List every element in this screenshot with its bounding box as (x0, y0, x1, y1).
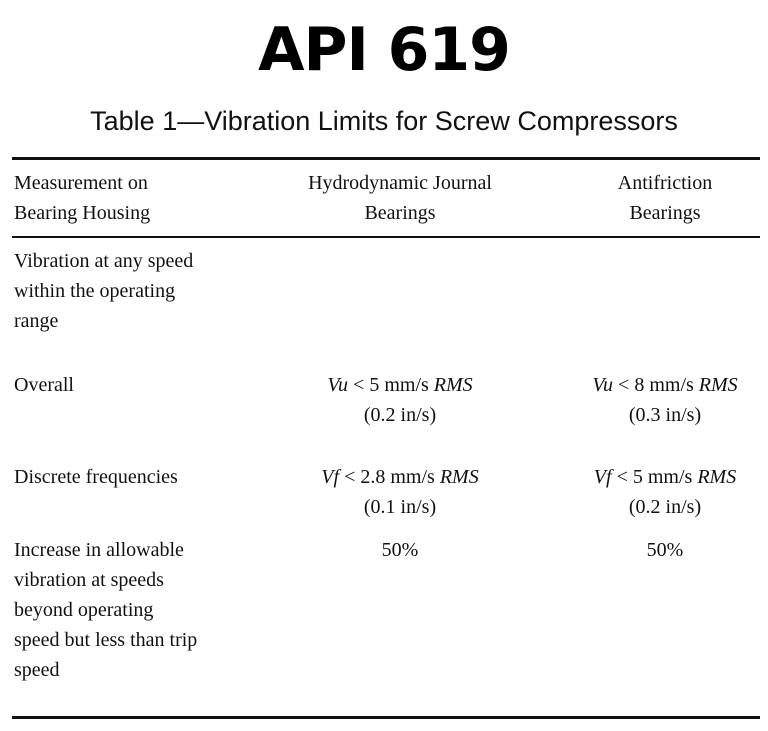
cell-discrete-hydrodynamic (265, 462, 535, 522)
row-label-line: within the operating (14, 280, 176, 302)
header-hydrodynamic (265, 168, 535, 228)
cell-overall-hydrodynamic (265, 370, 535, 430)
row-label-line: Vibration at any speed (14, 250, 194, 272)
row-label-line: Overall (14, 374, 74, 396)
table-top-rule (12, 157, 760, 160)
limit-expression: < 8 mm/s (613, 374, 699, 396)
header-antifriction-line: Bearings (629, 202, 701, 224)
limit-expression: < 5 mm/s (611, 466, 698, 488)
row-label-line: Increase in allowable (14, 539, 184, 561)
table-caption: Table 1—Vibration Limits for Screw Compressors (90, 106, 678, 136)
percent-value: 50% (381, 539, 419, 561)
rms-unit: RMS (433, 374, 473, 396)
cell-overall-antifriction (560, 370, 768, 430)
rms-unit: RMS (439, 466, 479, 488)
header-hydrodynamic-line: Hydrodynamic Journal (308, 172, 492, 194)
limit-expression: < 5 mm/s (348, 374, 434, 396)
rms-unit: RMS (697, 466, 737, 488)
rms-unit: RMS (698, 374, 738, 396)
table-header-rule (12, 236, 760, 238)
cell-increase-antifriction (560, 535, 768, 565)
header-hydrodynamic-line: Bearings (364, 202, 436, 224)
header-antifriction-line: Antifriction (617, 172, 713, 194)
row-label-line: speed but less than trip (14, 629, 198, 651)
table-bottom-rule (12, 716, 760, 719)
header-antifriction (560, 168, 768, 228)
limit-value (560, 462, 768, 492)
row-label-line: range (14, 310, 59, 332)
cell-increase-hydrodynamic (265, 535, 535, 565)
header-measurement (14, 168, 254, 228)
imperial-value: (0.3 in/s) (628, 404, 702, 426)
row-label-overall (14, 370, 254, 400)
limit-value (560, 370, 768, 400)
velocity-symbol: Vf (321, 466, 340, 488)
document-title: API 619 (258, 15, 510, 85)
velocity-symbol: Vf (593, 466, 612, 488)
header-measurement-line: Bearing Housing (14, 202, 151, 224)
row-label-line: Discrete frequencies (14, 466, 178, 488)
cell-discrete-antifriction (560, 462, 768, 522)
header-measurement-line: Measurement on (14, 172, 148, 194)
imperial-value: (0.2 in/s) (628, 496, 702, 518)
velocity-symbol: Vu (327, 374, 349, 396)
limit-value (265, 370, 535, 400)
limit-value (265, 462, 535, 492)
row-label-line: speed (14, 659, 60, 681)
row-label-line: beyond operating (14, 599, 154, 621)
imperial-value: (0.1 in/s) (363, 496, 437, 518)
row-label-discrete-frequencies (14, 462, 254, 492)
limit-expression: < 2.8 mm/s (339, 466, 440, 488)
imperial-value: (0.2 in/s) (363, 404, 437, 426)
row-label-operating-range (14, 246, 254, 336)
row-label-line: vibration at speeds (14, 569, 164, 591)
velocity-symbol: Vu (592, 374, 614, 396)
percent-value: 50% (646, 539, 684, 561)
row-label-increase-allowable (14, 535, 254, 685)
